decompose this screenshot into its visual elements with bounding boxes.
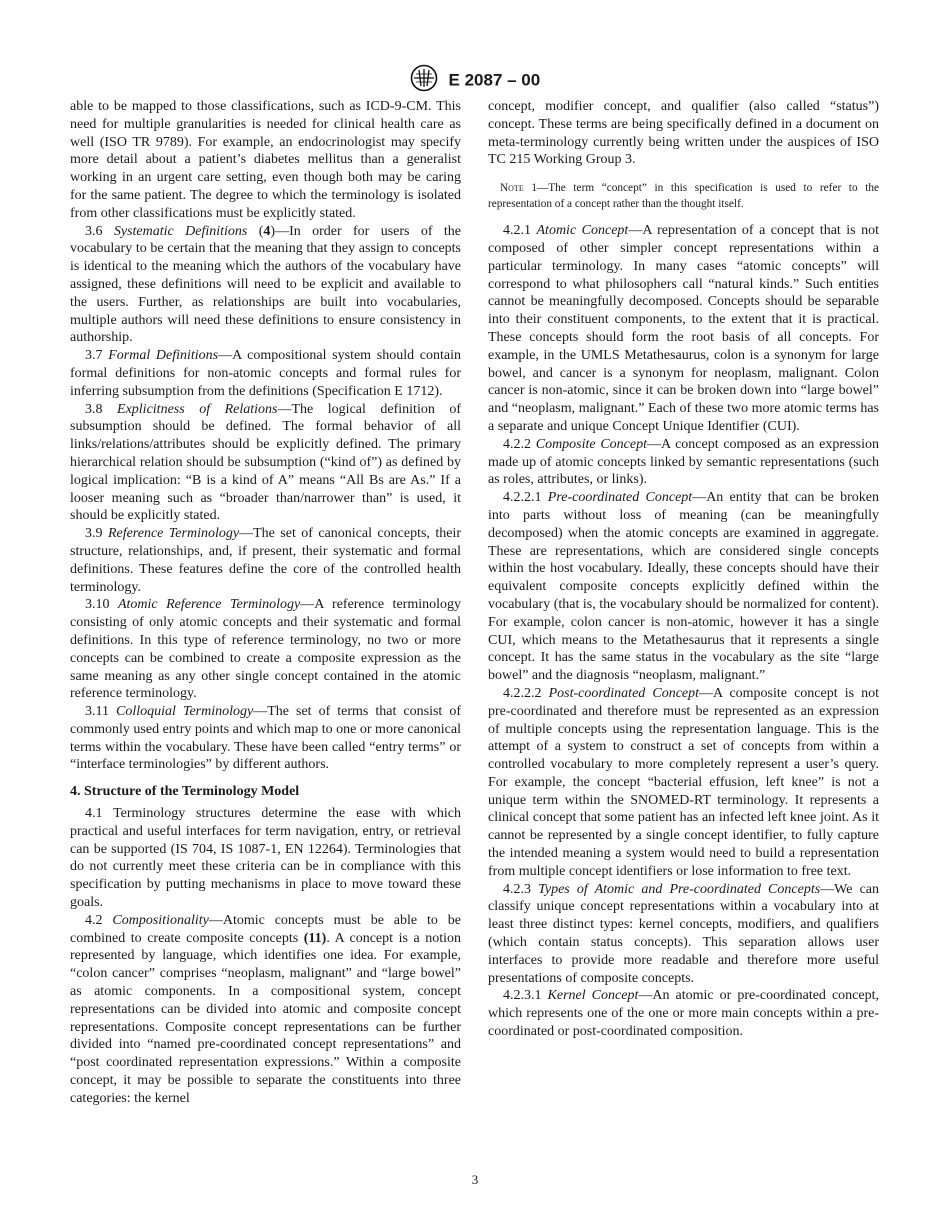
- section-4-2-2-2: 4.2.2.2 Post-coordinated Concept—A composite concept is not pre-coordinated and therefore must be represented as an expression of multiple concepts using the representation language. This is the attempt of a system to construct a set of concepts from within a controlled vocabulary to more completely represent a user’s query. For example, the concept “bacterial effusion, left knee” is not a unique term within the SNOMED-RT terminology. It represents a clinical concept that some patient has an infected left knee joint. As it cannot be represented by a single concept identifier, to fully capture the intended meaning a system would need to build a representation from multiple concept identifiers or lose information to free text.: [488, 685, 880, 879]
- right-column: [488, 98, 879, 1041]
- standard-designation: E 2087 – 00: [448, 70, 541, 90]
- section-3-11: 3.11 Colloquial Terminology—The set of terms that consist of commonly used entry points and which map to one or more canonical terms within the vocabulary. These have been called “entry terms” or “interface terminologies” by different authors.: [70, 704, 461, 773]
- section-3-6: 3.6 Systematic Definitions (4)—In order for users of the vocabulary to be certain that the meaning that they assign to concepts is identical to the meaning which the authors of the vocabulary have assigned, these definitions will need to be explicit and available to the users. Further, as relationships are built into vocabularies, multiple authors will need these definitions to ensure consistency in authorship.: [70, 223, 461, 346]
- paragraph-continued-right: concept, modifier concept, and qualifier (also called “status”) concept. These terms are being specifically defined in a document on meta-terminology currently being written under the auspices of ISO TC 215 Working Group 3.: [488, 99, 879, 168]
- section-3-8: 3.8 Explicitness of Relations—The logical definition of subsumption should be defined. The formal behavior of all links/relations/attributes should be explicitly defined. The primary hierarchical relation should be subsumption (“kind of”) as defined by logical implication: “B is a kind of A” means “All Bs are As.” If a looser meaning such as “broader than/narrower than” is used, it should be explicitly stated.: [70, 401, 462, 524]
- section-4-2-2-1: 4.2.2.1 Pre-coordinated Concept—An entity that can be broken into parts without loss of meaning (can be meaningfully decomposed) when the atomic concepts are examined in aggregate. These are representations, which are considered single concepts within the host vocabulary. Ideally, these concepts should have their equivalent composite concepts explicitly defined within the vocabulary (that is, the vocabulary should be normalized for content). For example, colon cancer is non-atomic, however it has a single CUI, which means to the Metathesaurus that it represents a single concept. It has the same status in the vocabulary as the site “large bowel” and the diagnosis “neoplasm, malignant.”: [488, 490, 879, 684]
- section-3-10: 3.10 Atomic Reference Terminology—A reference terminology consisting of only atomic concepts and their systematic and formal definitions. In this type of reference terminology, no two or more concepts can be combined to create a composite expression as the same meaning as any other single concept contained in the atomic reference terminology.: [70, 597, 461, 702]
- page-number: 3: [471, 1172, 479, 1187]
- left-column: [70, 98, 461, 1108]
- document-header: [0, 64, 950, 97]
- note-1: Note 1—The term “concept” in this specification is used to refer to the representation of a concept rather than the thought itself.: [488, 182, 879, 210]
- section-3-7: 3.7 Formal Definitions—A compositional system should contain formal definitions for non-atomic concepts and formal rules for inferring subsumption from the definitions (Specification E 1712).: [70, 348, 461, 399]
- section-4-1: 4.1 Terminology structures determine the ease with which practical and useful interfaces for term navigation, entry, or retrieval can be supported (IS 704, IS 1087-1, EN 12264). Terminologies that do not currently meet these criteria can be in compliance with this specification by putting mechanisms in place to move toward these goals.: [70, 806, 461, 911]
- paragraph-continued: able to be mapped to those classifications, such as ICD-9-CM. This need for multiple granularities is needed for clinical health care as well (ISO TR 9789). For example, an endocrinologist may specify more detail about a patient’s diabetes mellitus than a generalist working in an urgent care setting, even though both may be caring for the same patient. The degree to which the terminology is isolated from other classifications must be explicitly stated.: [70, 99, 461, 221]
- section-4-2-3: 4.2.3 Types of Atomic and Pre-coordinated Concepts—We can classify unique concept representations within a vocabulary into at least three distinct types: kernel concepts, modifiers, and qualifiers (which contain status concepts). This separation allows user interfaces to provide more readable and therefore more useful presentations of composite concepts.: [488, 881, 879, 986]
- section-4-2-3-1: 4.2.3.1 Kernel Concept—An atomic or pre-coordinated concept, which represents one of the one or more main concepts within a pre-coordinated or post-coordinated composition.: [488, 988, 880, 1040]
- section-4-heading: 4. Structure of the Terminology Model: [70, 784, 300, 800]
- astm-logo-icon: [410, 64, 438, 97]
- section-3-9: 3.9 Reference Terminology—The set of canonical concepts, their structure, relationships, and, if present, their systematic and formal definitions. These features define the core of the controlled health terminology.: [70, 526, 461, 595]
- section-4-2-2: 4.2.2 Composite Concept—A concept composed as an expression made up of atomic concepts linked by semantic representations (such as roles, attributes, or links).: [488, 436, 880, 488]
- section-4-2: 4.2 Compositionality—Atomic concepts must be able to be combined to create composite concepts (11). A concept is a notion represented by language, which identifies one idea. For example, “colon cancer” comprises “neoplasm, malignant” and “large bowel” as atomic components. In a compositional system, concept representations can be divided into atomic and composite concept representations. Composite concept representations can be further divided into “named pre-coordinated concept representations” and “post coordinated representation expressions.” Within a composite concept, it may be possible to separate the constituents into three categories: the kernel: [70, 912, 461, 1106]
- section-4-2-1: 4.2.1 Atomic Concept—A representation of a concept that is not composed of other simpler concept representations within a particular terminology. In many cases “atomic concepts” will correspond to what philosophers call “natural kinds.” Such entities cannot be meaningfully decomposed. Concepts should be separable into their constituent components, to the extent that it is practical. These concepts should form the root basis of all concepts. For example, in the UMLS Metathesaurus, colon is a synonym for large bowel, and cancer is a synonym for neoplasm, malignant. Colon cancer is non-atomic, since it can be broken down into “large bowel” and “neoplasm, malignant.” Each of these two more atomic terms has a separate and unique Concept Unique Identifier (CUI).: [488, 223, 880, 434]
